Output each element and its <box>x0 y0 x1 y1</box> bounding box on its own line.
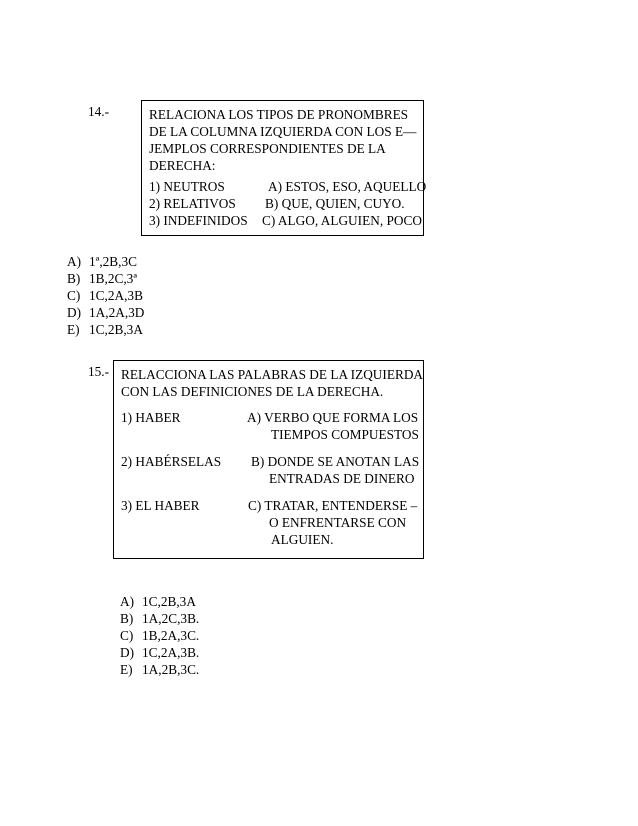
option-text: 1B,2C,3ª <box>89 271 137 286</box>
option-text: 1B,2A,3C. <box>142 628 200 643</box>
option-letter: C) <box>120 628 134 643</box>
question-15-box <box>113 360 424 559</box>
prompt-line: RELACIONA LOS TIPOS DE PRONOMBRES <box>149 107 409 122</box>
option-text: 1A,2C,3B. <box>142 611 200 626</box>
pair-right: C) TRATAR, ENTENDERSE – <box>248 498 418 513</box>
pair-right: TIEMPOS COMPUESTOS <box>271 427 419 442</box>
pair-left: 2) HABÉRSELAS <box>121 454 222 469</box>
prompt-line: JEMPLOS CORRESPONDIENTES DE LA <box>149 141 386 156</box>
option-text: 1A,2B,3C. <box>142 662 200 677</box>
question-14-prompt <box>149 107 416 175</box>
option-text: 1C,2B,3A <box>142 594 196 609</box>
question-14-options <box>67 253 144 338</box>
pair-left: 3) EL HABER <box>121 498 200 513</box>
match-pair <box>149 179 427 196</box>
pair-right: B) QUE, QUIEN, CUYO. <box>265 196 405 211</box>
option-letter: E) <box>120 662 133 677</box>
option-letter: A) <box>67 254 82 269</box>
option-letter: E) <box>67 322 80 337</box>
option-text: 1A,2A,3D <box>89 305 145 320</box>
answer-option[interactable] <box>67 287 144 304</box>
answer-option[interactable] <box>120 644 199 661</box>
answer-option[interactable] <box>67 304 144 321</box>
question-15-options <box>120 593 199 678</box>
question-15-prompt <box>121 367 423 401</box>
option-text: 1C,2A,3B. <box>142 645 200 660</box>
question-14-number: 14.- <box>88 104 110 119</box>
prompt-line: RELACCIONA LAS PALABRAS DE LA IZQUIERDA <box>121 367 424 382</box>
pair-right: ENTRADAS DE DINERO <box>269 471 415 486</box>
question-14-pairs <box>149 179 427 230</box>
option-letter: B) <box>67 271 81 286</box>
prompt-line: DE LA COLUMNA IZQUIERDA CON LOS E— <box>149 124 417 139</box>
question-15-number: 15.- <box>88 364 110 379</box>
option-letter: C) <box>67 288 81 303</box>
option-text: 1C,2B,3A <box>89 322 143 337</box>
option-letter: B) <box>120 611 134 626</box>
pair-left: 3) INDEFINIDOS <box>149 213 248 228</box>
answer-option[interactable] <box>120 661 199 678</box>
pair-right: C) ALGO, ALGUIEN, POCO <box>262 213 422 228</box>
answer-option[interactable] <box>67 253 144 270</box>
pair-right: O ENFRENTARSE CON <box>269 515 407 530</box>
pair-right: B) DONDE SE ANOTAN LAS <box>251 454 420 469</box>
option-letter: D) <box>67 305 82 320</box>
answer-option[interactable] <box>120 627 199 644</box>
question-14-box <box>141 100 427 236</box>
prompt-line: DERECHA: <box>149 158 216 173</box>
match-pair <box>149 213 422 230</box>
answer-option[interactable] <box>120 610 199 627</box>
prompt-line: CON LAS DEFINICIONES DE LA DERECHA. <box>121 384 384 399</box>
answer-option[interactable] <box>67 321 144 338</box>
option-letter: D) <box>120 645 135 660</box>
option-text: 1ª,2B,3C <box>89 254 137 269</box>
answer-option[interactable] <box>67 270 144 287</box>
match-pair <box>149 196 419 213</box>
pair-right: ALGUIEN. <box>271 532 334 547</box>
pair-left: 1) NEUTROS <box>149 179 225 194</box>
pair-left: 1) HABER <box>121 410 181 425</box>
pair-left: 2) RELATIVOS <box>149 196 236 211</box>
pair-right: A) ESTOS, ESO, AQUELLO <box>268 179 427 194</box>
option-letter: A) <box>120 594 135 609</box>
answer-option[interactable] <box>120 593 199 610</box>
option-text: 1C,2A,3B <box>89 288 143 303</box>
pair-right: A) VERBO QUE FORMA LOS <box>247 410 419 425</box>
